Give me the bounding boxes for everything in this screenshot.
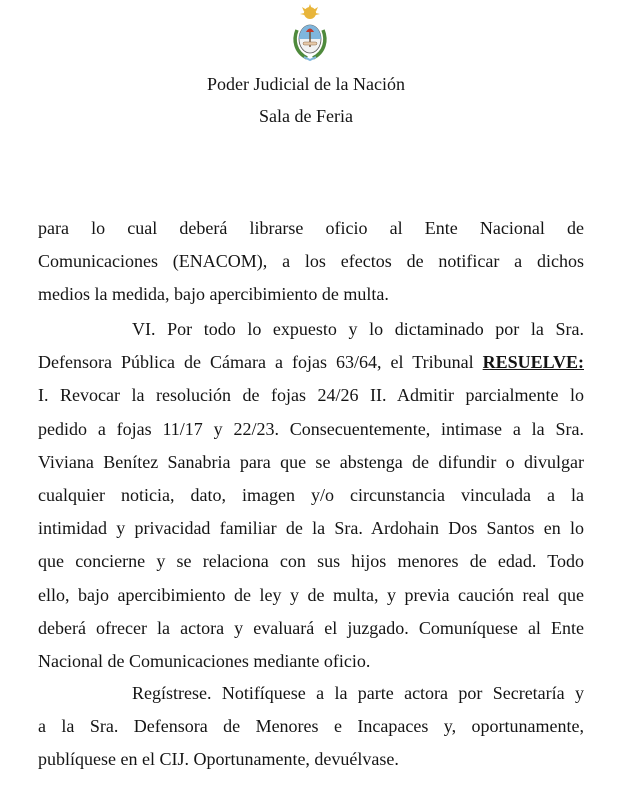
text-line: Regístrese. Notifíquese a la parte actora por Secretaría y <box>132 683 584 703</box>
court-name: Poder Judicial de la Nación <box>207 74 405 94</box>
text-line <box>38 346 584 379</box>
text-segment: Defensora Pública de Cámara a fojas 63/64, el Tribunal <box>38 352 483 373</box>
chamber-name: Sala de Feria <box>259 106 353 126</box>
text-line: VI. Por todo lo expuesto y lo dictaminado por la Sra. <box>132 319 584 339</box>
argentina-coat-of-arms-icon <box>289 4 331 62</box>
text-line: publíquese en el CIJ. Oportunamente, devuélvase. <box>38 749 399 770</box>
resuelve-heading: RESUELVE: <box>482 352 584 373</box>
paragraph-registrese <box>38 677 584 777</box>
paragraph-resolution <box>38 313 584 678</box>
text-line: Comunicaciones (ENACOM), a los efectos de notificar a dichos <box>38 251 584 272</box>
text-line: que concierne y se relaciona con sus hijos menores de edad. Todo <box>38 551 584 572</box>
text-line: pedido a fojas 11/17 y 22/23. Consecuentemente, intimase a la Sra. <box>38 418 584 439</box>
text-line: a la Sra. Defensora de Menores e Incapaces y, oportunamente, <box>38 716 584 737</box>
text-line: Nacional de Comunicaciones mediante oficio. <box>38 650 371 671</box>
text-line: medios la medida, bajo apercibimiento de multa. <box>38 284 389 305</box>
text-line: intimidad y privacidad familiar de la Sra. Ardohain Dos Santos en lo <box>38 518 584 539</box>
paragraph-oficio <box>38 212 584 312</box>
text-line: Viviana Benítez Sanabria para que se abstenga de difundir o divulgar <box>38 451 584 472</box>
text-line: para lo cual deberá librarse oficio al Ente Nacional de <box>38 218 584 238</box>
text-line: deberá ofrecer la actora y evaluará el juzgado. Comuníquese al Ente <box>38 617 584 638</box>
text-line: cualquier noticia, dato, imagen y/o circunstancia vinculada a la <box>38 484 584 505</box>
text-line: I. Revocar la resolución de fojas 24/26 II. Admitir parcialmente lo <box>38 385 584 406</box>
text-line: ello, bajo apercibimiento de ley y de multa, y previa caución real que <box>38 584 584 605</box>
